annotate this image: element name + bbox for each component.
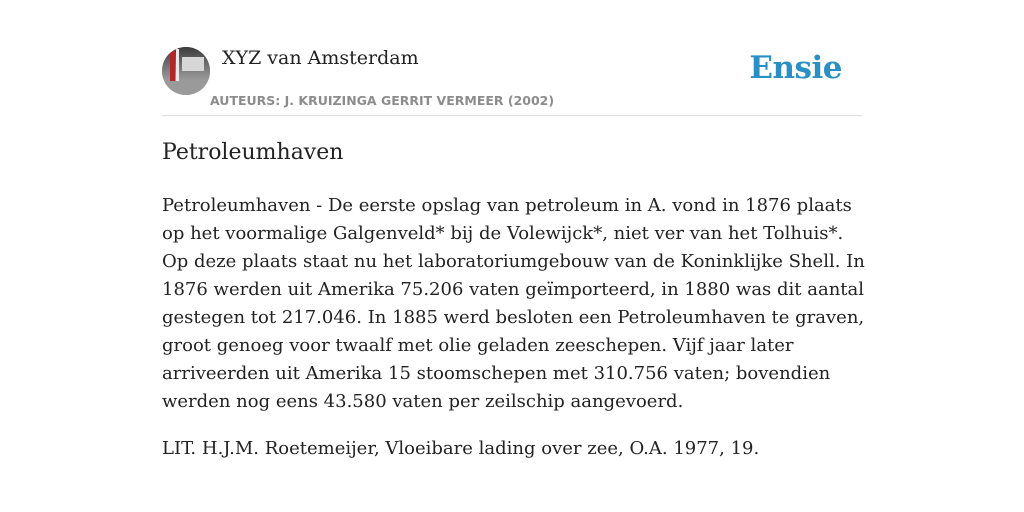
entry-title: Petroleumhaven <box>162 140 344 165</box>
book-header <box>162 40 862 116</box>
cover-photo-detail <box>162 81 210 95</box>
entry-reference: LIT. H.J.M. Roetemeijer, Vloeibare lading over zee, O.A. 1977, 19. <box>162 438 760 459</box>
entry-body: Petroleumhaven - De eerste opslag van petroleum in A. vond in 1876 plaats op het voormalige Galgenveld* bij de Volewijck*, niet ver van het Tolhuis*. Op deze plaats staat nu het laboratoriumgebouw van de Koninklijke Shell. In 1876 werden uit Amerika 75.206 vaten geïmporteerd, in 1880 was dit aantal gestegen tot 217.046. In 1885 werd besloten een Petroleumhaven te graven, groot genoeg voor twaalf met olie geladen zeeschepen. Vijf jaar later arriveerden uit Amerika 15 stoomschepen met 310.756 vaten; bovendien werden nog eens 43.580 vaten per zeilschip aangevoerd. <box>162 195 865 412</box>
cover-photo-detail <box>170 51 175 81</box>
cover-photo-detail <box>182 57 204 71</box>
book-authors: AUTEURS: J. KRUIZINGA GERRIT VERMEER (2002) <box>210 93 555 108</box>
book-cover-avatar[interactable] <box>162 47 210 95</box>
ensie-logo[interactable]: Ensie <box>749 50 842 86</box>
cover-photo-detail <box>176 49 179 83</box>
book-title-link[interactable]: XYZ van Amsterdam <box>222 47 419 69</box>
